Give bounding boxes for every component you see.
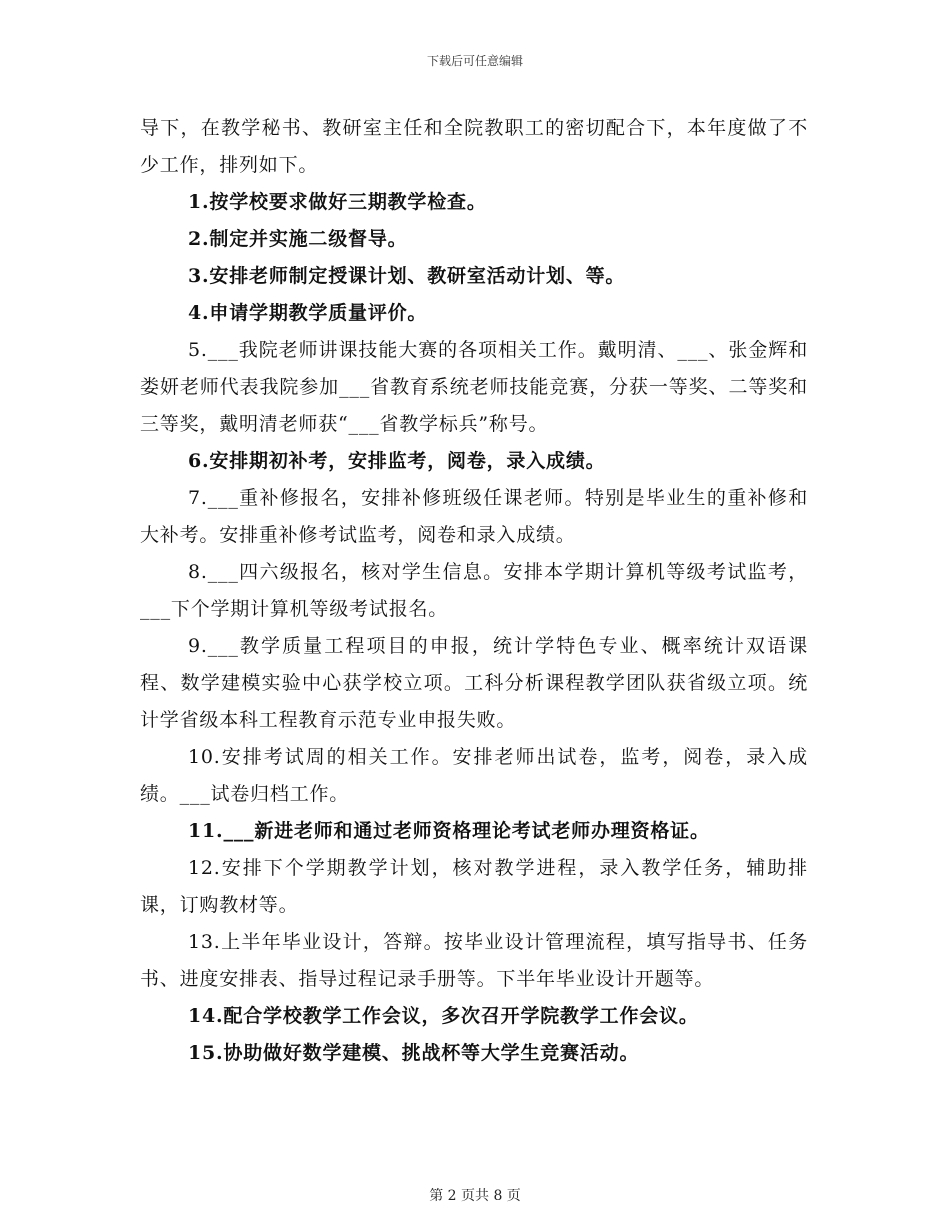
page-header: 下载后可任意编辑 <box>426 54 523 68</box>
document-body <box>140 110 808 1072</box>
paragraph-1: 导下，在教学秘书、教研室主任和全院教职工的密切配合下，本年度做了不少工作，排列如下。 <box>140 117 808 176</box>
paragraph-12: 11.___新进老师和通过老师资格理论考试老师办理资格证。 <box>188 820 710 842</box>
paragraph-15: 14.配合学校教学工作会议，多次召开学院教学工作会议。 <box>188 1005 699 1027</box>
paragraph-9: 8.___四六级报名，核对学生信息。安排本学期计算机等级考试监考，___下个学期计算机等级考试报名。 <box>140 561 808 620</box>
paragraph-14: 13.上半年毕业设计，答辩。按毕业设计管理流程，填写指导书、任务书、进度安排表、指导过程记录手册等。下半年毕业设计开题等。 <box>140 931 808 990</box>
paragraph-4: 3.安排老师制定授课计划、教研室活动计划、等。 <box>188 265 626 287</box>
paragraph-7: 6.安排期初补考，安排监考，阅卷，录入成绩。 <box>188 450 606 472</box>
paragraph-8: 7.___重补修报名，安排补修班级任课老师。特别是毕业生的重补修和大补考。安排重补修考试监考，阅卷和录入成绩。 <box>140 487 808 546</box>
page-footer: 第 2 页共 8 页 <box>429 1188 521 1204</box>
paragraph-6: 5.___我院老师讲课技能大赛的各项相关工作。戴明清、___、张金辉和娄妍老师代表我院参加___省教育系统老师技能竞赛，分获一等奖、二等奖和三等奖，戴明清老师获“___省教学标兵”称号。 <box>140 339 808 435</box>
paragraph-2: 1.按学校要求做好三期教学检查。 <box>188 191 487 213</box>
paragraph-10: 9.___教学质量工程项目的申报，统计学特色专业、概率统计双语课程、数学建模实验中心获学校立项。工科分析课程教学团队获省级立项。统计学省级本科工程教育示范专业申报失败。 <box>140 635 808 731</box>
paragraph-11: 10.安排考试周的相关工作。安排老师出试卷，监考，阅卷，录入成绩。___试卷归档工作。 <box>140 746 808 805</box>
paragraph-16: 15.协助做好数学建模、挑战杯等大学生竞赛活动。 <box>188 1042 640 1064</box>
paragraph-5: 4.申请学期教学质量评价。 <box>188 302 428 324</box>
paragraph-3: 2.制定并实施二级督导。 <box>188 228 408 250</box>
paragraph-13: 12.安排下个学期教学计划，核对教学进程，录入教学任务，辅助排课，订购教材等。 <box>140 857 808 916</box>
